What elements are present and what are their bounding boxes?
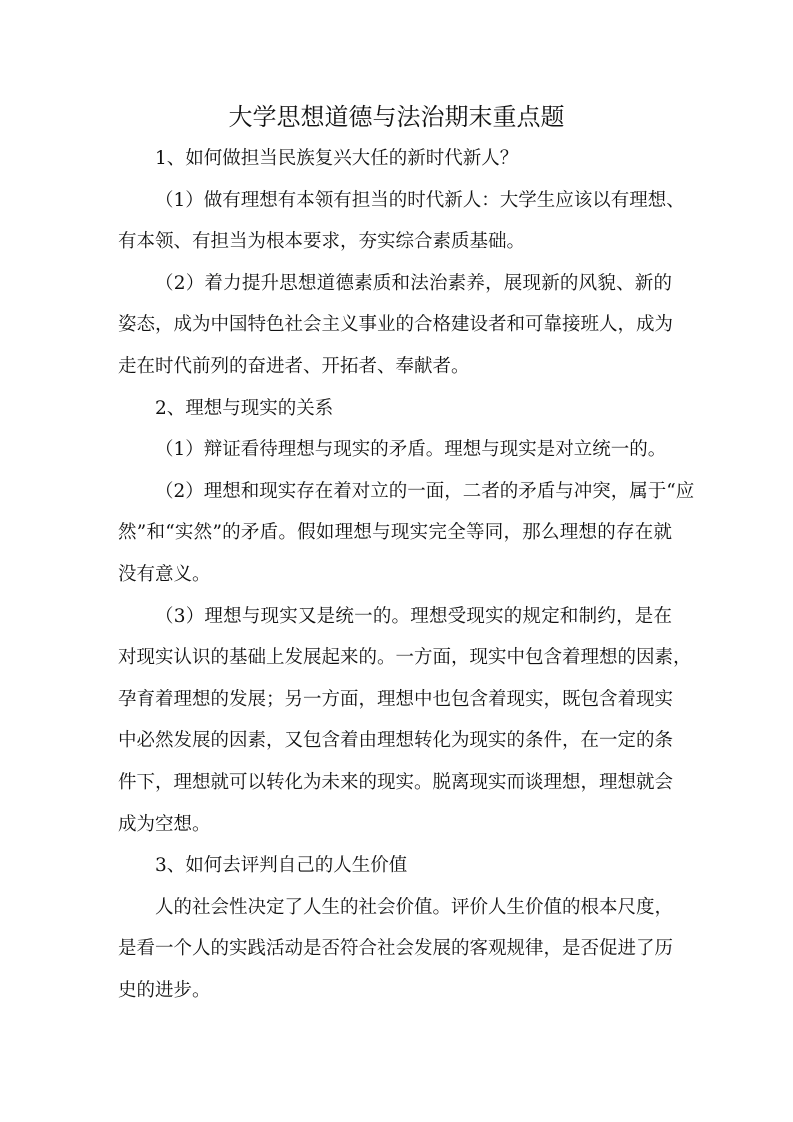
text-line: 2、理想与现实的关系: [155, 397, 334, 419]
text-line: 是看一个人的实践活动是否符合社会发展的客观规律，是否促进了历: [118, 938, 674, 960]
text-line: 姿态，成为中国特色社会主义事业的合格建设者和可靠接班人，成为: [118, 314, 674, 336]
text-line: （2）理想和现实存在着对立的一面，二者的矛盾与冲突，属于“应: [155, 480, 695, 502]
text-line: 人的社会性决定了人生的社会价值。评价人生价值的根本尺度，: [155, 896, 674, 918]
paragraph: [118, 429, 672, 471]
text-line: 成为空想。: [118, 813, 211, 835]
text-line: （3）理想与现实又是统一的。理想受现实的规定和制约，是在: [155, 605, 672, 627]
section-heading: [118, 138, 672, 180]
paragraph: [118, 471, 695, 596]
text-line: 有本领、有担当为根本要求，夯实综合素质基础。: [118, 231, 526, 253]
document-title: 大学思想道德与法治期末重点题: [228, 103, 565, 131]
text-line: （2）着力提升思想道德素质和法治素养，展现新的风貌、新的: [155, 272, 672, 294]
section-heading: [118, 388, 672, 430]
paragraph: [118, 263, 672, 388]
text-line: 件下，理想就可以转化为未来的现实。脱离现实而谈理想，理想就会: [118, 771, 674, 793]
text-line: 没有意义。: [118, 563, 211, 585]
paragraph: [118, 887, 672, 1012]
text-line: 中必然发展的因素，又包含着由理想转化为现实的条件，在一定的条: [118, 730, 674, 752]
text-line: 对现实认识的基础上发展起来的。一方面，现实中包含着理想的因素，: [118, 647, 692, 669]
text-line: （1）辩证看待理想与现实的矛盾。理想与现实是对立统一的。: [155, 439, 667, 461]
document-body: [118, 138, 695, 1011]
text-line: 1、如何做担当民族复兴大任的新时代新人？: [155, 148, 519, 169]
paragraph: [118, 180, 685, 263]
text-line: （1）做有理想有本领有担当的时代新人：大学生应该以有理想、: [155, 189, 685, 211]
text-line: 3、如何去评判自己的人生价值: [155, 855, 408, 877]
text-line: 走在时代前列的奋进者、开拓者、奉献者。: [118, 355, 470, 377]
text-line: 然”和“实然”的矛盾。假如理想与现实完全等同，那么理想的存在就: [118, 522, 672, 544]
text-line: 史的进步。: [118, 979, 211, 1001]
paragraph: [118, 596, 692, 846]
text-line: 孕育着理想的发展；另一方面，理想中也包含着现实，既包含着现实: [118, 688, 674, 710]
section-heading: [118, 845, 672, 887]
